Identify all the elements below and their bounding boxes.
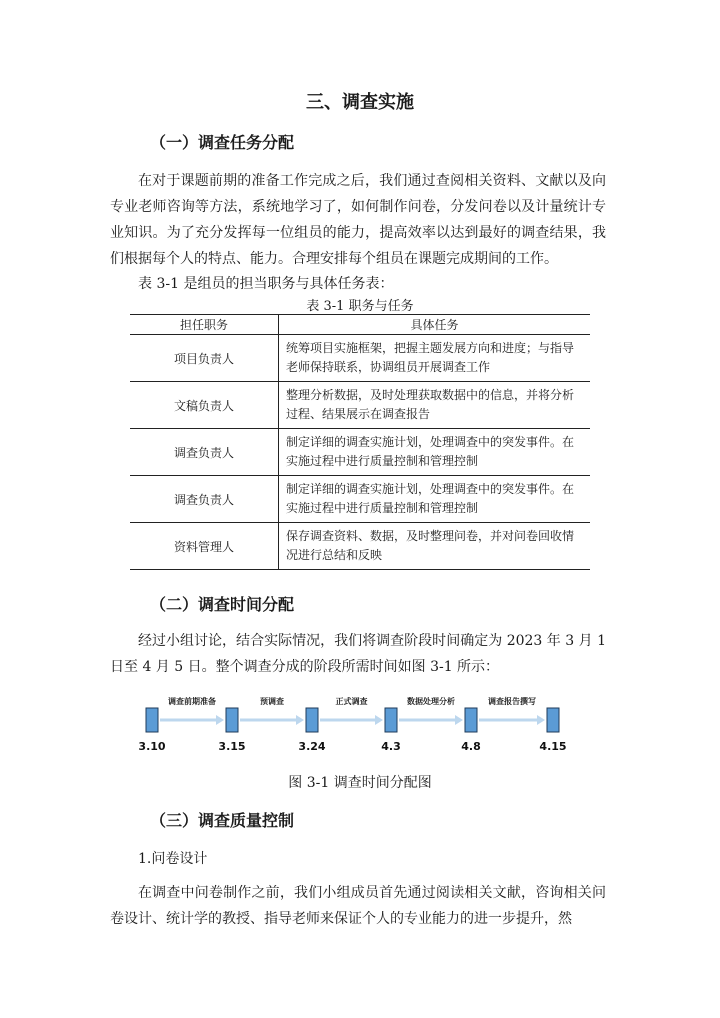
paragraph-task-allocation: 在对于课题前期的准备工作完成之后，我们通过查阅相关资料、文献以及向专业老师咨询等方法，系统地学习了，如何制作问卷，分发问卷以及计量统计专业知识。为了充分发挥每一位组员的能力，提高效率以达到最好的调查结果，我们根据每个人的特点、能力。合理安排每个组员在课题完成期间的工作。 bbox=[110, 173, 606, 267]
timeline-milestone-box bbox=[226, 708, 238, 732]
table-cell-role: 文稿负责人 bbox=[130, 382, 279, 429]
table-cell-task: 统筹项目实施框架，把握主题发展方向和进度；与指导老师保持联系，协调组员开展调查工作 bbox=[279, 335, 591, 382]
table-header-role: 担任职务 bbox=[130, 315, 279, 335]
timeline-stage-label: 正式调查 bbox=[335, 697, 368, 706]
table-cell-task: 制定详细的调查实施计划，处理调查中的突发事件。在实施过程中进行质量控制和管理控制 bbox=[279, 429, 591, 476]
figure-caption: 图 3-1 调查时间分配图 bbox=[288, 775, 432, 791]
table-row bbox=[130, 429, 590, 476]
timeline-milestone-box bbox=[465, 708, 477, 732]
timeline-arrow-head bbox=[375, 715, 383, 725]
item-questionnaire-design: 1.问卷设计 bbox=[138, 851, 208, 867]
timeline-arrow-head bbox=[296, 715, 304, 725]
table-header-row bbox=[130, 315, 590, 335]
table-intro: 表 3-1 是组员的担当职务与具体任务表： bbox=[138, 276, 394, 292]
timeline-date-label: 3.10 bbox=[138, 740, 166, 753]
timeline-arrow-head bbox=[216, 715, 224, 725]
timeline-date-label: 4.8 bbox=[461, 740, 481, 753]
timeline-stage-label: 数据处理分析 bbox=[407, 697, 455, 706]
duty-table bbox=[130, 314, 590, 570]
table-header-task: 具体任务 bbox=[279, 315, 591, 335]
section-title: 三、调查实施 bbox=[306, 92, 414, 113]
timeline-milestone-box bbox=[385, 708, 397, 732]
subsection-title-task-allocation: （一）调查任务分配 bbox=[150, 133, 295, 152]
table-row bbox=[130, 476, 590, 523]
timeline-date-label: 4.3 bbox=[381, 740, 401, 753]
timeline-date-label: 3.24 bbox=[298, 740, 326, 753]
timeline-stage-label: 预调查 bbox=[260, 697, 284, 706]
table-cell-role: 调查负责人 bbox=[130, 429, 279, 476]
timeline-arrow-head bbox=[455, 715, 463, 725]
subsection-title-time-allocation: （二）调查时间分配 bbox=[150, 595, 295, 614]
table-caption: 表 3-1 职务与任务 bbox=[306, 299, 414, 314]
timeline-milestone-box bbox=[146, 708, 158, 732]
table-cell-task: 保存调查资料、数据，及时整理问卷，并对问卷回收情况进行总结和反映 bbox=[279, 523, 591, 570]
table-cell-role: 资料管理人 bbox=[130, 523, 279, 570]
timeline-arrow-head bbox=[537, 715, 545, 725]
paragraph-time-allocation: 经过小组讨论，结合实际情况，我们将调查阶段时间确定为 2023 年 3 月 1 日至 4 月 5 日。整个调查分成的阶段所需时间如图 3-1 所示： bbox=[110, 633, 606, 675]
table-row bbox=[130, 382, 590, 429]
table-row bbox=[130, 523, 590, 570]
timeline-stage-label: 调查报告撰写 bbox=[488, 697, 536, 706]
timeline-diagram bbox=[130, 690, 600, 760]
timeline-milestone-box bbox=[306, 708, 318, 732]
paragraph-questionnaire-design: 在调查中问卷制作之前，我们小组成员首先通过阅读相关文献，咨询相关问卷设计、统计学的教授、指导老师来保证个人的专业能力的进一步提升，然 bbox=[110, 885, 606, 927]
table-cell-role: 项目负责人 bbox=[130, 335, 279, 382]
table-row bbox=[130, 335, 590, 382]
timeline-stage-label: 调查前期准备 bbox=[168, 697, 216, 706]
timeline-date-label: 3.15 bbox=[218, 740, 246, 753]
table-cell-role: 调查负责人 bbox=[130, 476, 279, 523]
subsection-title-quality-control: （三）调查质量控制 bbox=[150, 811, 295, 830]
table-cell-task: 整理分析数据，及时处理获取数据中的信息，并将分析过程、结果展示在调查报告 bbox=[279, 382, 591, 429]
timeline-milestone-box bbox=[547, 708, 559, 732]
table-cell-task: 制定详细的调查实施计划，处理调查中的突发事件。在实施过程中进行质量控制和管理控制 bbox=[279, 476, 591, 523]
timeline-date-label: 4.15 bbox=[539, 740, 567, 753]
